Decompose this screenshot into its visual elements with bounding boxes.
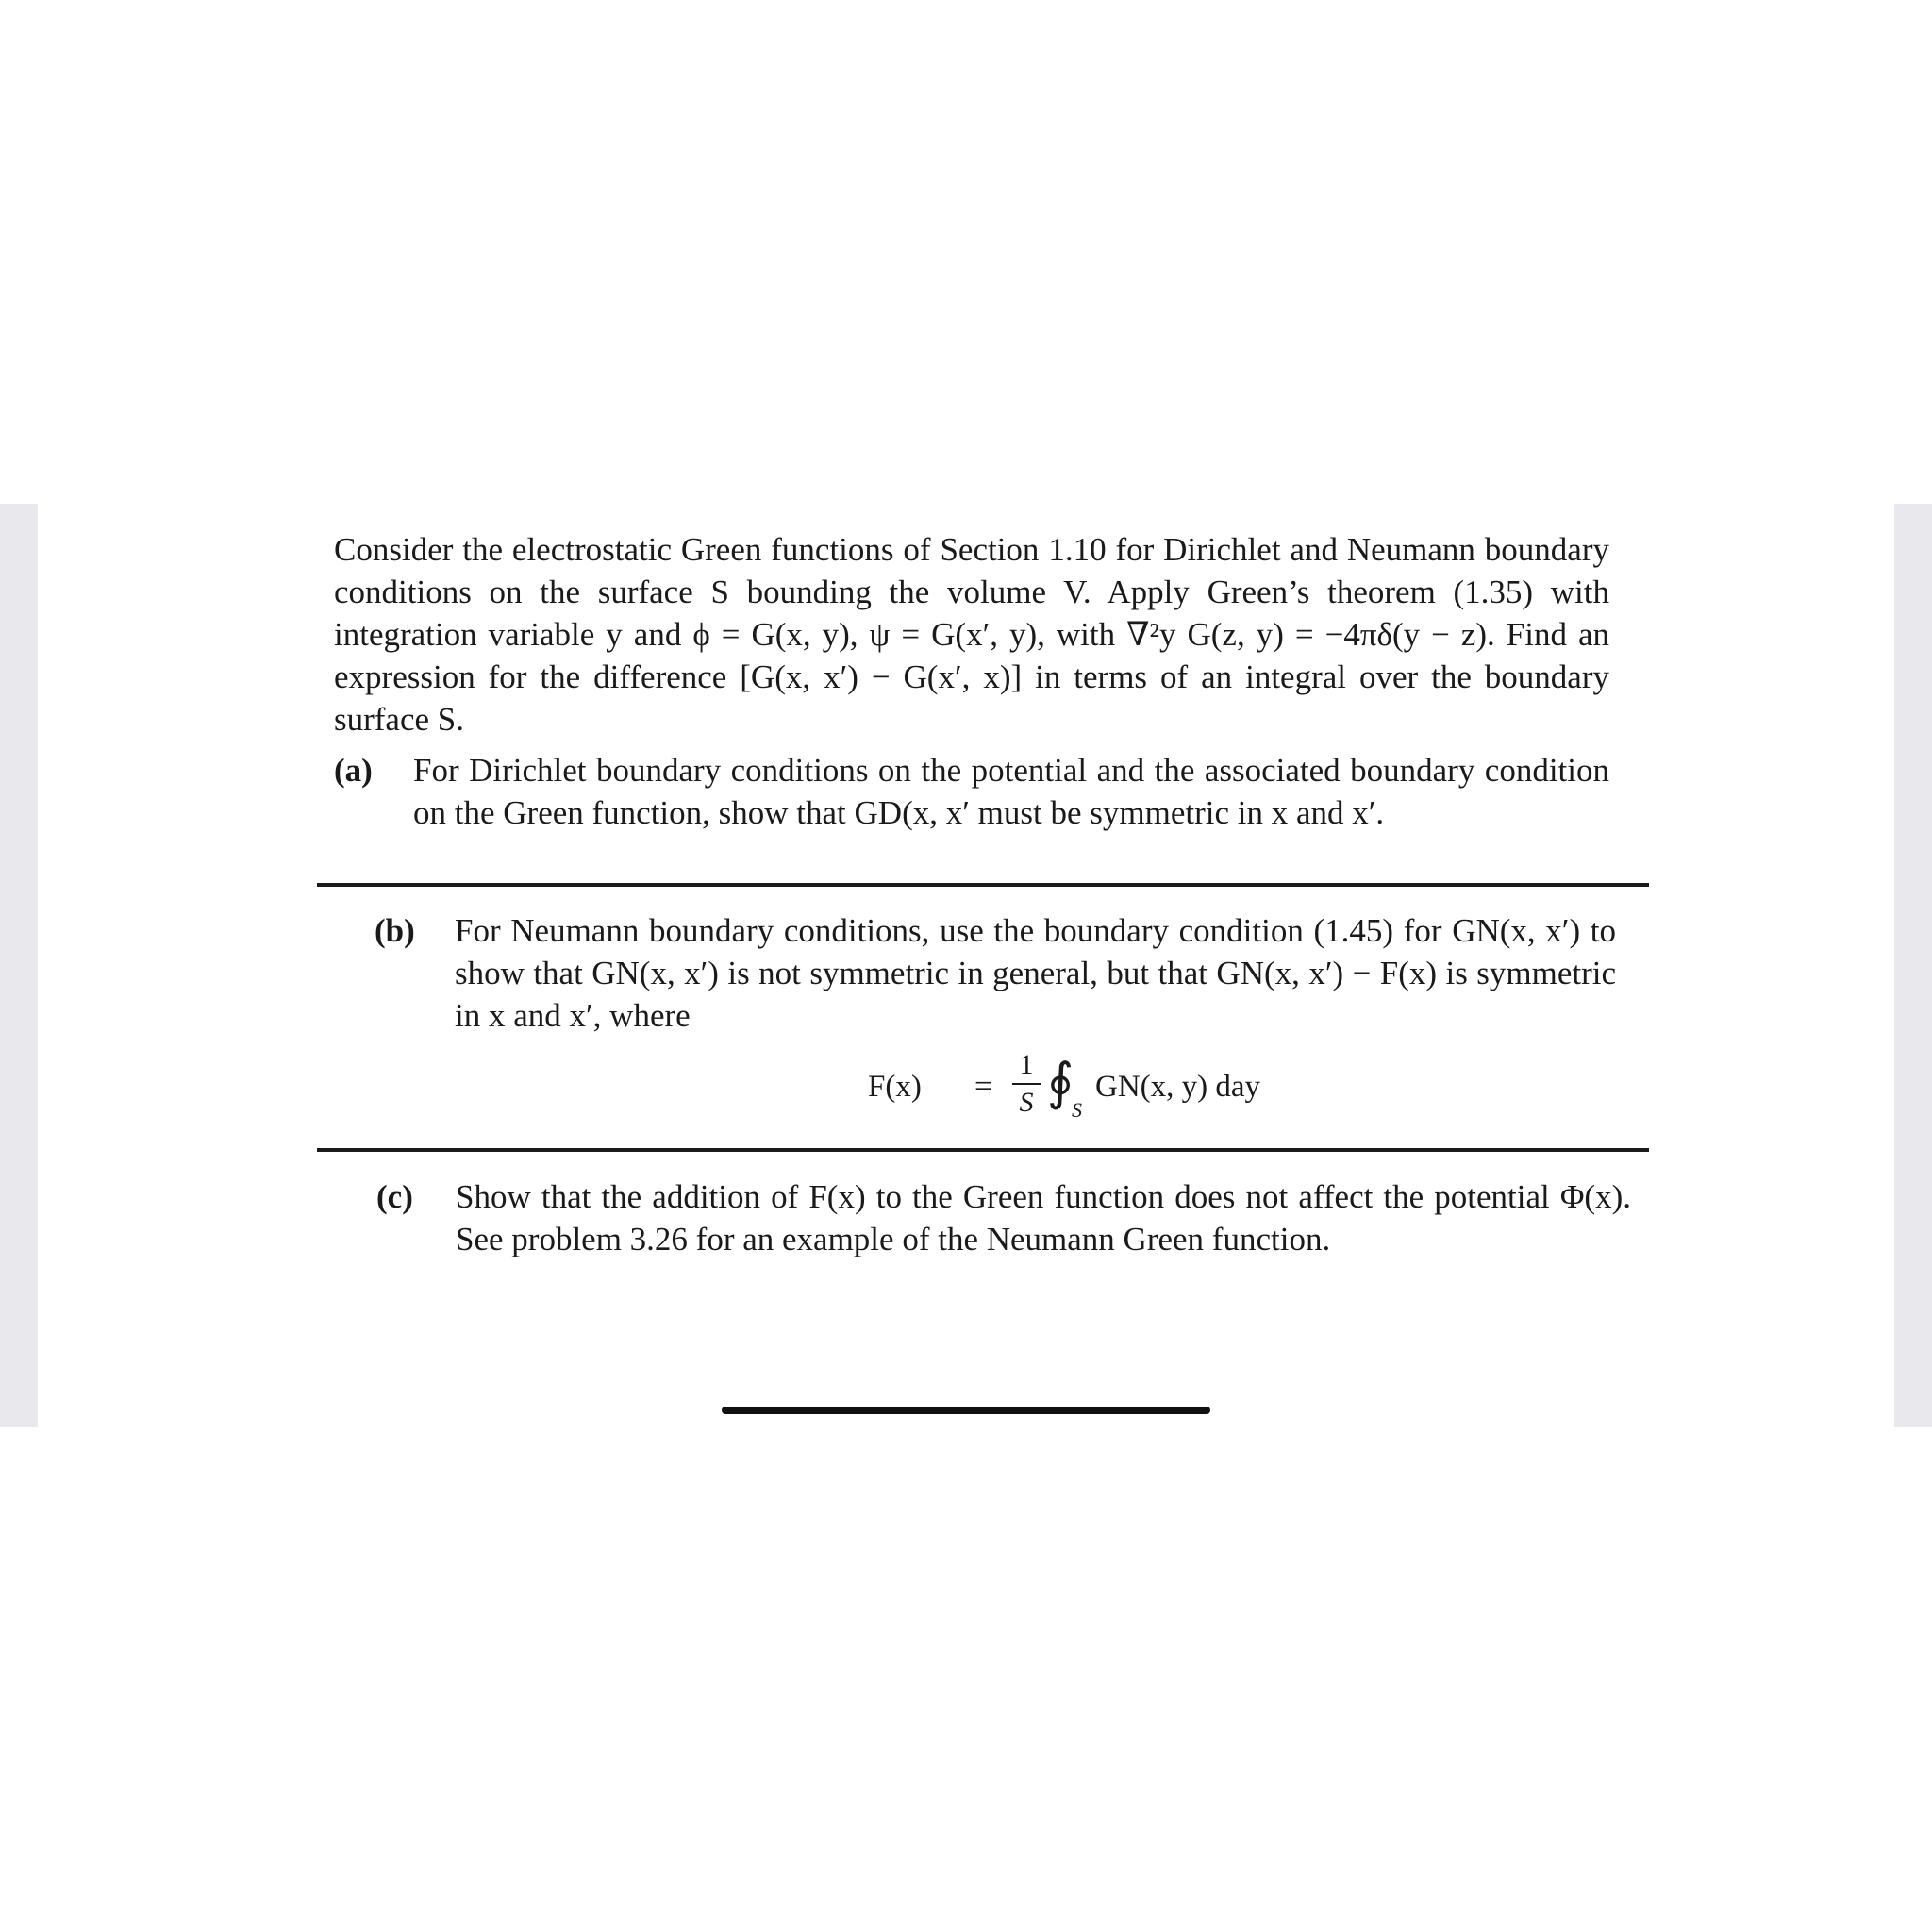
part-a-label: (a): [334, 752, 373, 789]
part-a-text: For Dirichlet boundary conditions on the potential and the associated boundary condition on the Green function, show that GD(x, x′ must be symmetric in x and x′.: [413, 752, 1609, 831]
right-margin-bar: [1894, 504, 1932, 1427]
formula-equals: =: [974, 1070, 992, 1104]
part-c-label: (c): [376, 1178, 413, 1215]
formula-integrand: GN(x, y) day: [1095, 1070, 1261, 1104]
fraction-denominator: S: [1019, 1087, 1034, 1118]
problem-intro: Consider the electrostatic Green functions of Section 1.10 for Dirichlet and Neumann boundary conditions on the surface S bounding the volume V. Apply Green’s theorem (1.35) with integration variable y and ϕ = G(x, y), ψ = G(x′, y), with ∇²y G(z, y) = −4πδ(y − z). Find an expression for the difference [G(x, x′) − G(x′, x)] in terms of an integral over the boundary surface S.: [334, 531, 1609, 738]
formula-fraction: [1012, 1049, 1041, 1119]
fraction-bar: [1012, 1083, 1041, 1085]
integral-subscript: S: [1072, 1098, 1082, 1122]
problem-page: [38, 504, 1894, 1427]
divider-line: [317, 1148, 1649, 1152]
part-c-text: Show that the addition of F(x) to the Green function does not affect the potential Φ(x). See problem 3.26 for an example of the Neumann Green function.: [456, 1178, 1631, 1257]
divider-line: [317, 883, 1649, 887]
fraction-numerator: 1: [1019, 1049, 1034, 1080]
part-b-text: For Neumann boundary conditions, use the boundary condition (1.45) for GN(x, x′) to show that GN(x, x′) is not symmetric in general, but that GN(x, x′) − F(x) is symmetric in x and x′, where: [455, 912, 1616, 1034]
part-b-label: (b): [375, 912, 415, 949]
f-of-x-formula: [828, 1049, 1319, 1134]
formula-lhs: F(x): [868, 1070, 922, 1104]
left-margin-bar: [0, 504, 38, 1427]
surface-integral-sign: ∮: [1047, 1054, 1074, 1110]
home-indicator[interactable]: [722, 1407, 1210, 1414]
